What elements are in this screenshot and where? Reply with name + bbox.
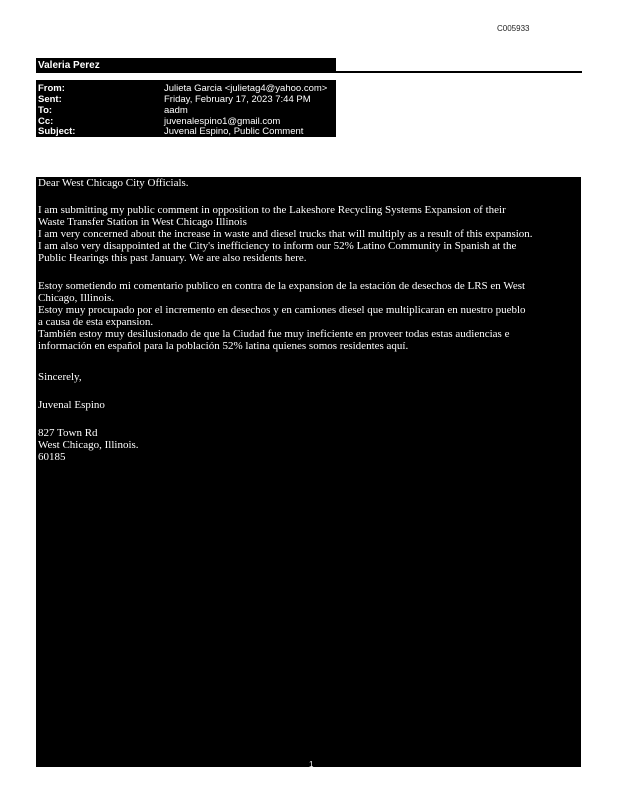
email-header xyxy=(36,80,336,137)
from-label: From: xyxy=(38,83,65,94)
closing: Sincerely, xyxy=(38,371,82,383)
from-value: Julieta Garcia <julietag4@yahoo.com> xyxy=(164,83,328,94)
from-row xyxy=(36,83,336,94)
english-line: I am also very disappointed at the City's inefficiency to inform our 52% Latino Community in Spanish at the xyxy=(38,240,517,252)
english-line: I am very concerned about the increase in waste and diesel trucks that will multiply as a result of this expansion. xyxy=(38,228,533,240)
spanish-line: Chicago, Illinois. xyxy=(38,292,115,304)
subject-row xyxy=(36,126,336,137)
cc-value: juvenalespino1@gmail.com xyxy=(164,116,281,127)
to-value: aadm xyxy=(164,105,188,116)
spanish-line: Estoy sometiendo mi comentario publico en contra de la expansion de la estación de desechos de LRS en West xyxy=(38,280,526,292)
cc-label: Cc: xyxy=(38,116,54,127)
spanish-line: información en español para la población 52% latina quienes somos residentes aquí. xyxy=(38,340,409,352)
sender-name-bar: Valeria Perez xyxy=(36,58,336,73)
english-line: Waste Transfer Station in West Chicago Illinois xyxy=(38,216,247,228)
spanish-line: También estoy muy desilusionado de que la Ciudad fue muy ineficiente en proveer todas estas audiencias e xyxy=(38,328,510,340)
header-divider xyxy=(36,71,582,73)
sent-value: Friday, February 17, 2023 7:44 PM xyxy=(164,94,311,105)
email-body xyxy=(36,177,581,767)
document-id: C005933 xyxy=(497,24,530,33)
english-line: I am submitting my public comment in opposition to the Lakeshore Recycling Systems Expansion of their xyxy=(38,204,506,216)
sent-row xyxy=(36,94,336,105)
to-row xyxy=(36,105,336,116)
page-number: 1 xyxy=(309,760,314,769)
signature: Juvenal Espino xyxy=(38,399,105,411)
address-line: 827 Town Rd xyxy=(38,427,98,439)
subject-value: Juvenal Espino, Public Comment xyxy=(164,126,304,137)
english-line: Public Hearings this past January. We are also residents here. xyxy=(38,252,307,264)
to-label: To: xyxy=(38,105,53,116)
spanish-line: Estoy muy procupado por el incremento en desechos y en camiones diesel que multiplicaran en nuestro pueblo xyxy=(38,304,526,316)
sent-label: Sent: xyxy=(38,94,62,105)
spanish-line: a causa de esta expansion. xyxy=(38,316,154,328)
subject-label: Subject: xyxy=(38,126,76,137)
greeting: Dear West Chicago City Officials. xyxy=(38,177,189,189)
address-line: 60185 xyxy=(38,451,66,463)
address-line: West Chicago, Illinois. xyxy=(38,439,139,451)
